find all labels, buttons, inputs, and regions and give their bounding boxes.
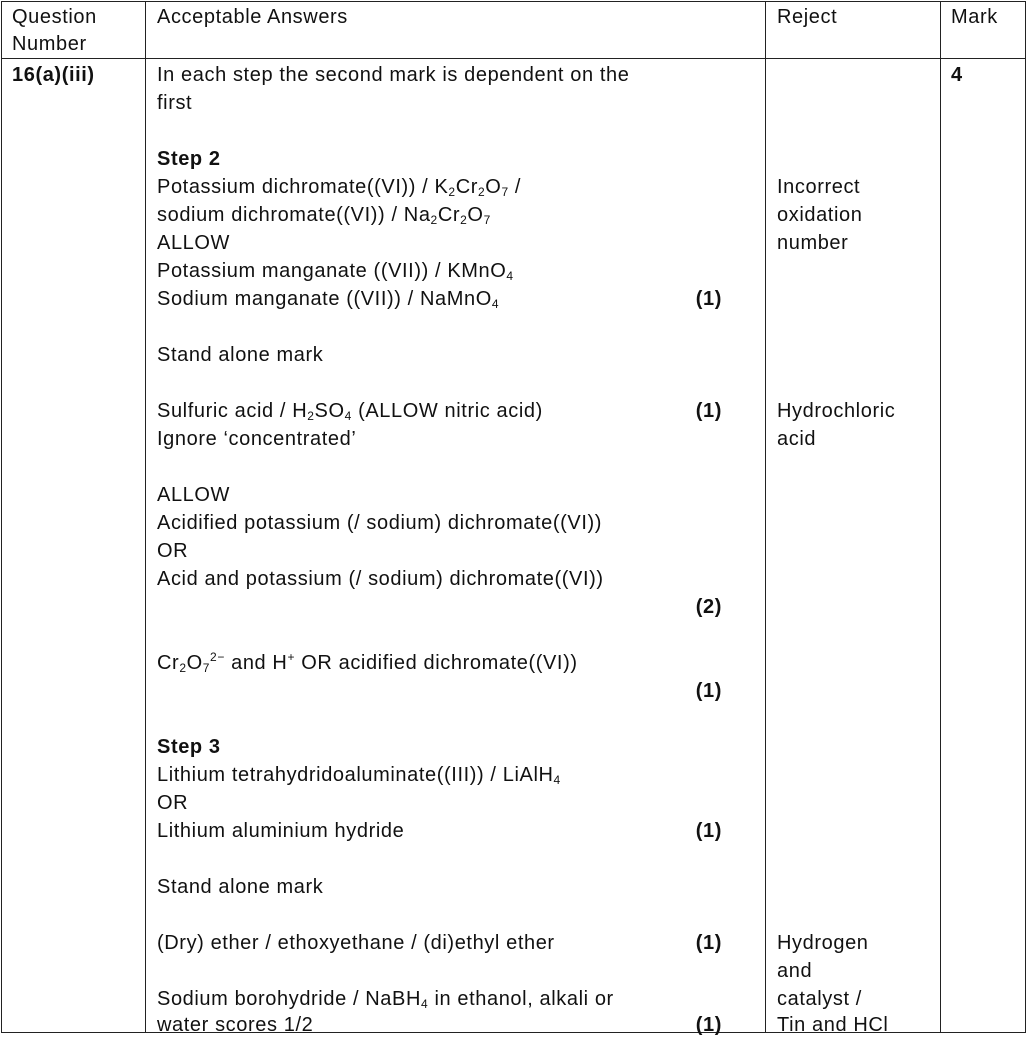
answer-line: Lithium tetrahydridoaluminate((III)) / LiAlH$_4$ (157, 764, 561, 787)
answer-line: Sodium borohydride / NaBH$_4$ in ethanol, alkali or (157, 988, 614, 1011)
mark-allocation: (1) (695, 1014, 722, 1036)
answer-line: ALLOW (157, 232, 231, 254)
answer-line: Lithium aluminium hydride (157, 820, 405, 842)
answers-cell (157, 2, 722, 1036)
intro-line: first (157, 92, 193, 114)
answer-line: Potassium manganate ((VII)) / KMnO$_4$ (157, 260, 514, 283)
answer-line: Stand alone mark (157, 344, 324, 366)
answer-line: $Cr_2O_7^{2-}$ and H+ OR acidified dichromate((VI)) (157, 650, 578, 675)
answer-line: sodium dichromate((VI)) / $Na_2Cr_2O_7$ (157, 204, 491, 227)
reject-cell (777, 2, 937, 1036)
mark-allocation: (1) (695, 288, 722, 310)
reject-line: catalyst / (777, 988, 862, 1010)
answer-line: Ignore ‘concentrated’ (157, 428, 357, 450)
header-reject: Reject (777, 6, 838, 28)
answer-line: Acidified potassium (/ sodium) dichromate((VI)) (157, 512, 602, 534)
column-divider (940, 2, 941, 1032)
reject-line: and (777, 960, 813, 982)
answer-line: OR (157, 792, 189, 814)
column-divider (765, 2, 766, 1032)
mark-allocation: (1) (695, 400, 722, 422)
answer-line: Potassium dichromate((VI)) / $K_2Cr_2O_7$ / (157, 176, 522, 199)
mark-scheme-table (1, 1, 1026, 1036)
header-acceptable-answers: Acceptable Answers (157, 6, 348, 28)
reject-line: Incorrect (777, 176, 861, 198)
answer-line: Sulfuric acid / $H_2SO_4$ (ALLOW nitric acid) (157, 400, 543, 423)
header-question-number: Question Number (12, 6, 97, 55)
step-3-heading: Step 3 (157, 736, 221, 758)
reject-line: Hydrogen (777, 932, 869, 954)
answer-line: Sodium manganate ((VII)) / NaMnO$_4$ (157, 288, 500, 311)
answer-line: Stand alone mark (157, 876, 324, 898)
reject-line: oxidation (777, 204, 863, 226)
answer-line: ALLOW (157, 484, 231, 506)
reject-line: Tin and HCl (777, 1014, 889, 1036)
intro-line: In each step the second mark is dependent on the (157, 64, 630, 86)
answer-line: OR (157, 540, 189, 562)
reject-line: acid (777, 428, 817, 450)
answer-line: water scores 1/2 (157, 1014, 314, 1036)
column-divider (145, 2, 146, 1032)
reject-line: Hydrochloric (777, 400, 896, 422)
answer-line: Acid and potassium (/ sodium) dichromate((VI)) (157, 568, 604, 590)
step-2-heading: Step 2 (157, 148, 221, 170)
question-number: 16(a)(iii) (12, 64, 95, 86)
mark-allocation: (2) (695, 596, 722, 618)
total-mark: 4 (951, 64, 963, 86)
header-mark: Mark (951, 6, 998, 28)
mark-allocation: (1) (695, 680, 722, 702)
answer-line: (Dry) ether / ethoxyethane / (di)ethyl ether (157, 932, 555, 954)
mark-allocation: (1) (695, 932, 722, 954)
mark-allocation: (1) (695, 820, 722, 842)
reject-line: number (777, 232, 849, 254)
